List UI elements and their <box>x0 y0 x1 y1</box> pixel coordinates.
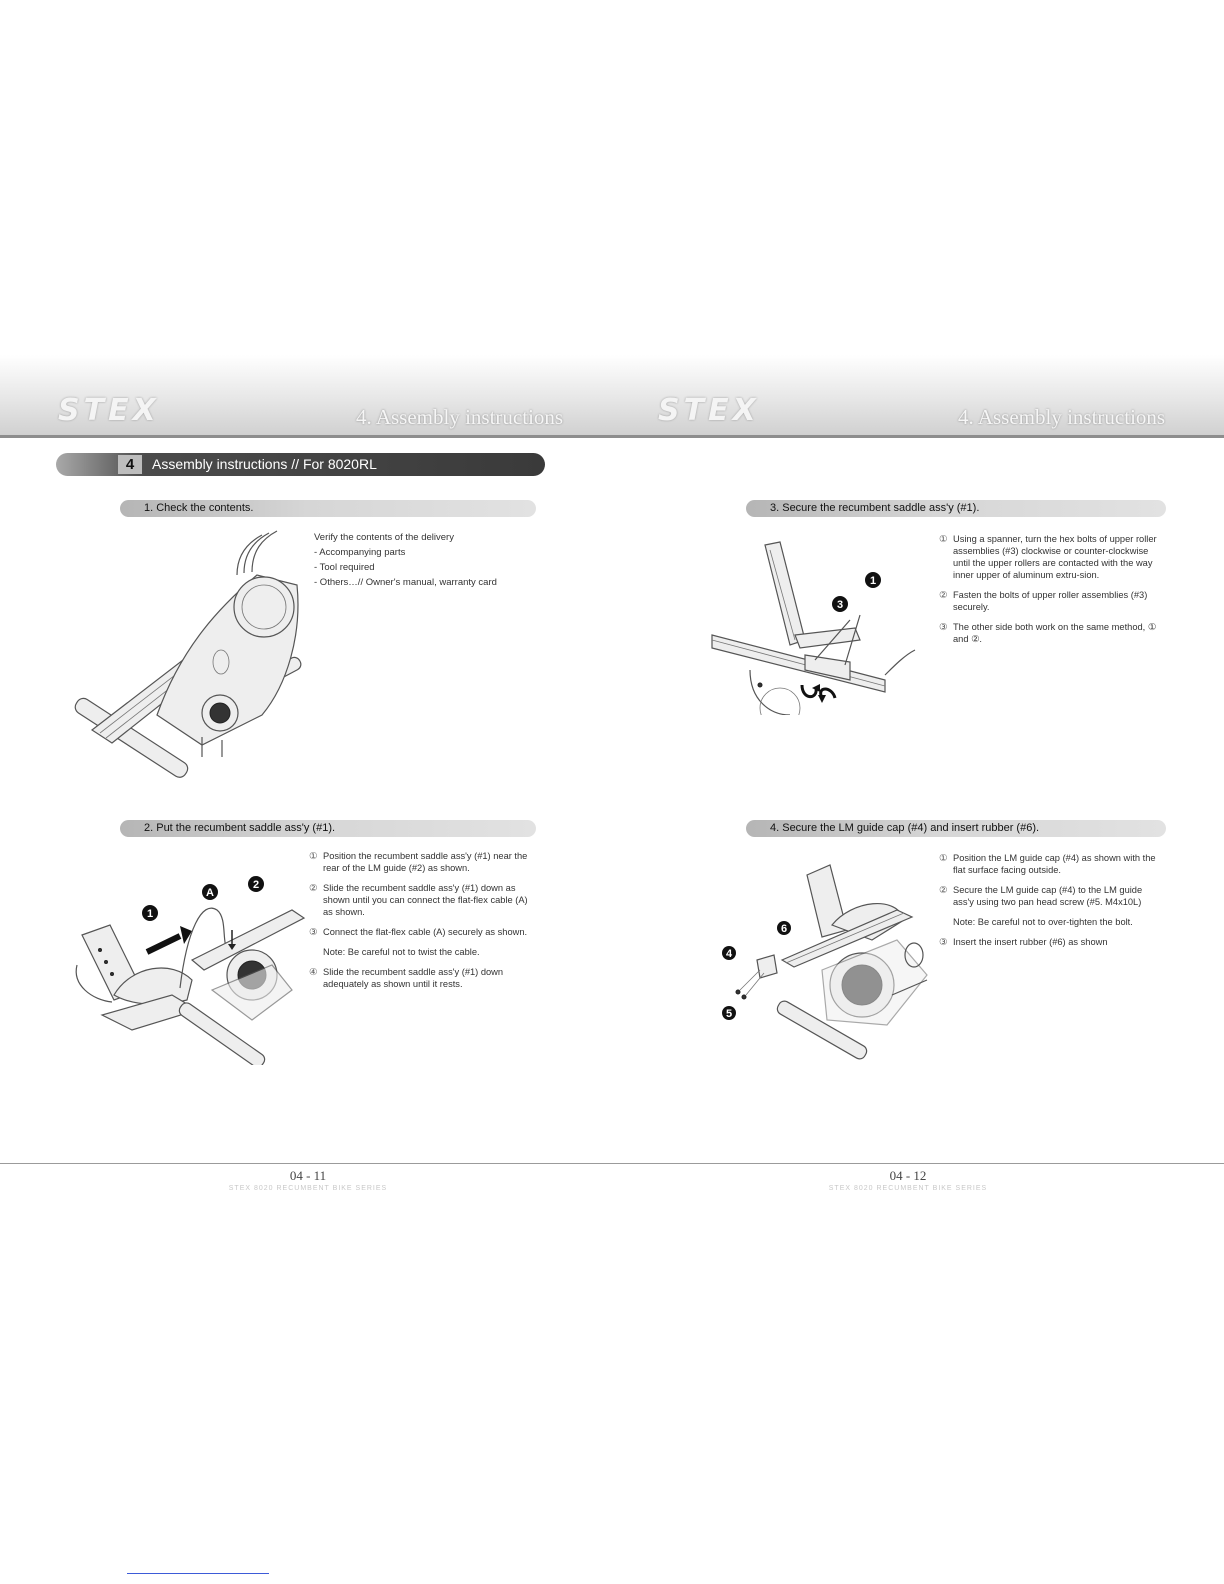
left-series-name: STEX 8020 RECUMBENT BIKE SERIES <box>228 1185 388 1192</box>
callout-label: 3 <box>836 599 844 611</box>
step4-instructions <box>939 852 1161 956</box>
step4-item <box>939 852 1161 876</box>
step4-item <box>939 936 1161 948</box>
chapter-title: Assembly instructions // For 8020RL <box>152 456 377 472</box>
step-text: Position the recumbent saddle ass'y (#1) near the rear of the LM guide (#2) as shown. <box>323 851 528 873</box>
right-page-number: 04 - 12 <box>889 1168 927 1183</box>
step3-item <box>939 621 1161 645</box>
right-series-name: STEX 8020 RECUMBENT BIKE SERIES <box>828 1185 988 1192</box>
footer-divider <box>0 1163 1224 1164</box>
step1-title: 1. Check the contents. <box>120 500 536 517</box>
step-marker: ① <box>939 853 948 863</box>
step1-line: Verify the contents of the delivery <box>314 532 454 543</box>
step-text: Insert the insert rubber (#6) as shown <box>953 937 1108 947</box>
step-text: Fasten the bolts of upper roller assemblies (#3) securely. <box>953 590 1148 612</box>
left-page-number: 04 - 11 <box>289 1168 327 1183</box>
step2-instructions <box>309 850 529 998</box>
step-marker: ① <box>939 534 948 544</box>
step4-item <box>939 884 1161 908</box>
step1-line: - Tool required <box>314 562 375 573</box>
step-marker: ③ <box>309 927 318 937</box>
callout-label: A <box>206 887 214 899</box>
step2-note: Note: Be careful not to twist the cable. <box>323 947 480 957</box>
step-text: Position the LM guide cap (#4) as shown with the flat surface facing outside. <box>953 853 1156 875</box>
step4-note: Note: Be careful not to over-tighten the bolt. <box>953 917 1133 927</box>
step-marker: ① <box>309 851 318 861</box>
step-text: Secure the LM guide cap (#4) to the LM guide ass'y using two pan head screw (#5. M4x10L) <box>953 885 1143 907</box>
step-marker: ② <box>309 883 318 893</box>
callout-label: 2 <box>252 879 260 891</box>
step-text: Using a spanner, turn the hex bolts of upper roller assemblies (#3) clockwise or counter-clockwise until the upper rollers are contacted with the way inner upper of aluminum extru-sion. <box>953 534 1157 580</box>
step3-title: 3. Secure the recumbent saddle ass'y (#1). <box>746 500 1166 517</box>
callout-label: 1 <box>869 575 877 587</box>
step-text: Slide the recumbent saddle ass'y (#1) down adequately as shown until it rests. <box>323 967 504 989</box>
link-underline <box>127 1573 269 1574</box>
step2-item <box>309 882 529 918</box>
left-logo: STEX <box>58 393 160 428</box>
step-marker: ③ <box>939 622 948 632</box>
chapter-number: 4 <box>118 455 142 474</box>
step1-text <box>314 532 534 589</box>
left-section-title: 4. Assembly instructions <box>356 405 564 429</box>
step2-item <box>309 966 529 990</box>
step3-instructions <box>939 533 1161 653</box>
right-logo: STEX <box>658 393 760 428</box>
step-marker: ④ <box>309 967 318 977</box>
callout-label: 4 <box>725 948 733 960</box>
step4-title: 4. Secure the LM guide cap (#4) and insert rubber (#6). <box>746 820 1166 837</box>
step2-saddle-illustration <box>72 870 307 1065</box>
step-text: Slide the recumbent saddle ass'y (#1) down as shown until you can connect the flat-flex cable (A) as shown. <box>323 883 528 917</box>
callout-label: 6 <box>780 923 788 935</box>
step3-item <box>939 533 1161 581</box>
step2-item <box>309 850 529 874</box>
step1-line: - Others…// Owner's manual, warranty card <box>314 577 497 588</box>
step3-saddle-illustration <box>710 540 925 715</box>
right-section-title: 4. Assembly instructions <box>958 405 1166 429</box>
step-marker: ② <box>939 885 948 895</box>
step-text: The other side both work on the same method, ① and ②. <box>953 622 1157 644</box>
step4-lm-guide-illustration <box>722 855 937 1070</box>
step3-item <box>939 589 1161 613</box>
callout-label: 1 <box>146 908 154 920</box>
step2-title: 2. Put the recumbent saddle ass'y (#1). <box>120 820 536 837</box>
step-marker: ③ <box>939 937 948 947</box>
step1-bike-illustration <box>72 525 312 785</box>
step-text: Connect the flat-flex cable (A) securely as shown. <box>323 927 528 937</box>
step2-item <box>309 926 529 938</box>
header-divider <box>0 435 1224 438</box>
step1-line: - Accompanying parts <box>314 547 406 558</box>
callout-label: 5 <box>725 1008 733 1020</box>
step-marker: ② <box>939 590 948 600</box>
